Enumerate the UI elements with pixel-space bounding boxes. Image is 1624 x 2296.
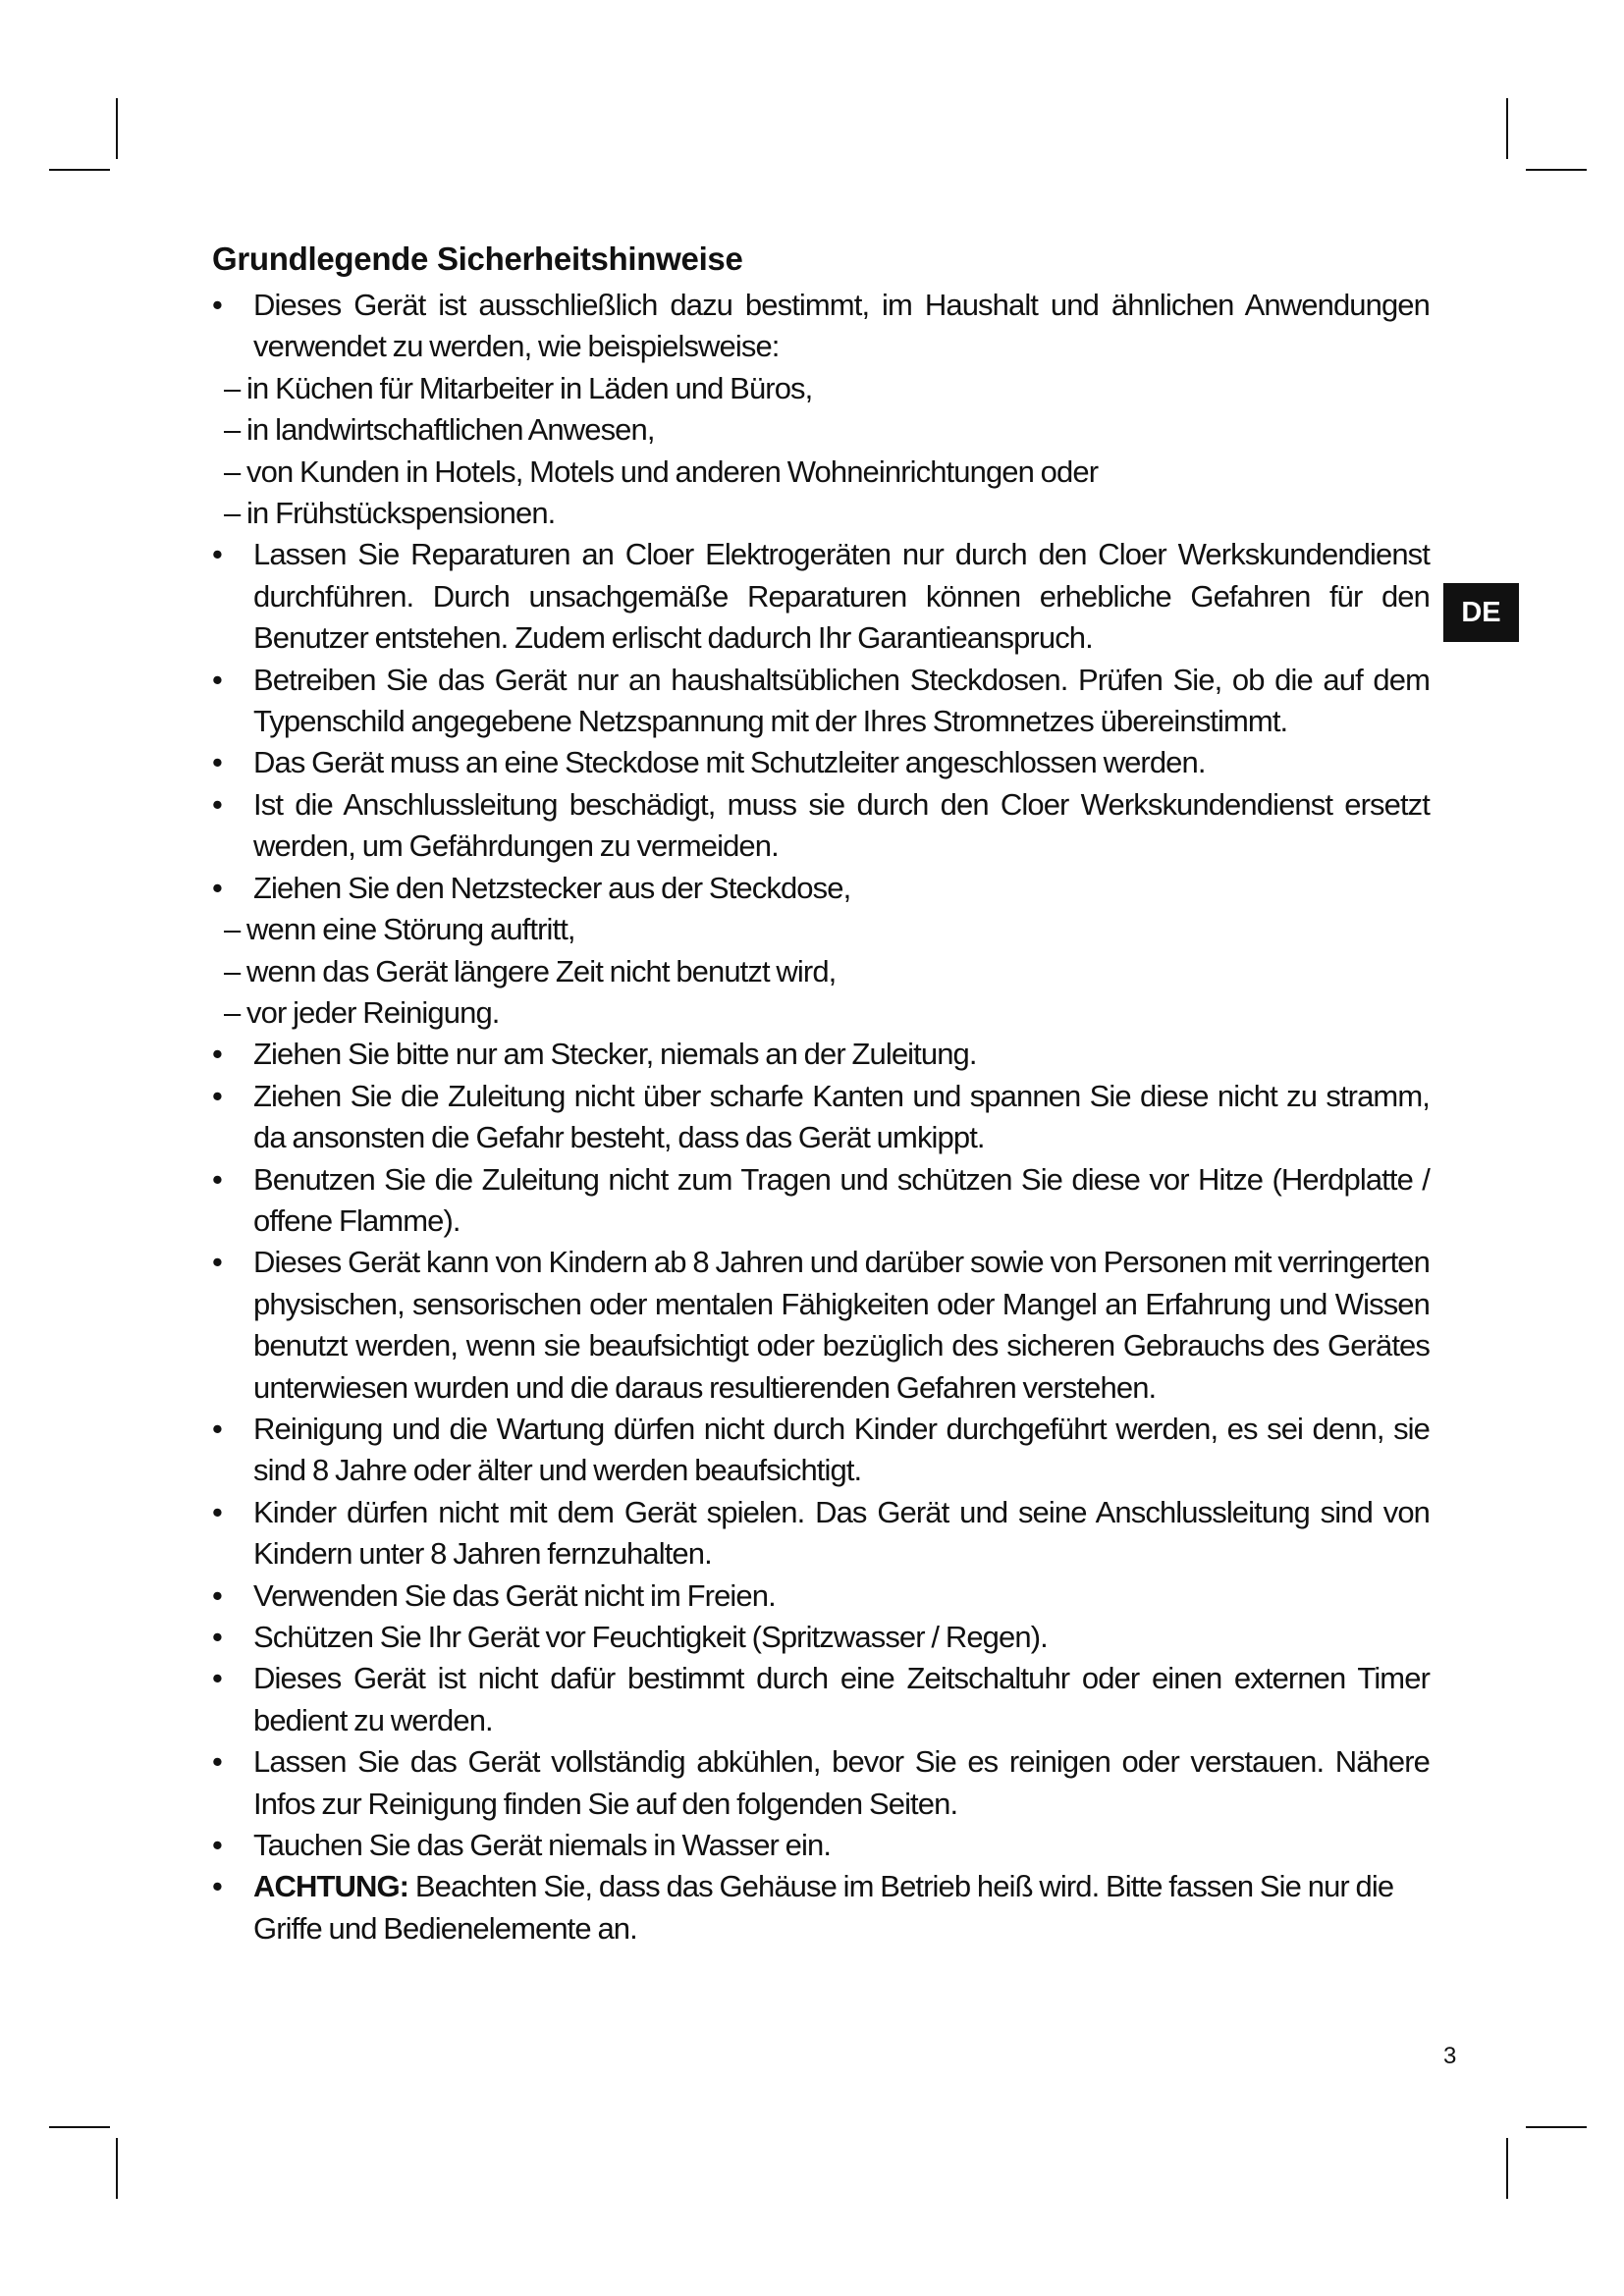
- bullet-item: • Schützen Sie Ihr Gerät vor Feuchtigkeit (Spritzwasser / Regen).: [212, 1617, 1430, 1658]
- crop-mark-bottom-left-horizontal: [49, 2126, 110, 2128]
- bullet-item: • Das Gerät muss an eine Steckdose mit Schutzleiter angeschlossen werden.: [212, 742, 1430, 783]
- safety-section: [212, 240, 1430, 1949]
- bullet-item: • Kinder dürfen nicht mit dem Gerät spielen. Das Gerät und seine Anschlussleitung sind von Kindern unter 8 Jahren fernzuhalten.: [212, 1492, 1430, 1575]
- crop-mark-bottom-right-vertical: [1506, 2138, 1508, 2199]
- bullet-item: • Reinigung und die Wartung dürfen nicht durch Kinder durchgeführt werden, es sei denn, sie sind 8 Jahre oder älter und werden beaufsichtigt.: [212, 1409, 1430, 1492]
- warning-text: Beachten Sie, dass das Gehäuse im Betrieb heiß wird. Bitte fassen Sie nur die Griffe und Bedienelemente an.: [253, 1869, 1394, 1946]
- crop-mark-top-right-vertical: [1506, 98, 1508, 159]
- safety-instructions-list: [212, 285, 1430, 1949]
- sub-item: – von Kunden in Hotels, Motels und anderen Wohneinrichtungen oder: [224, 454, 1099, 489]
- warning-label: ACHTUNG:: [253, 1869, 409, 1904]
- crop-mark-top-right-horizontal: [1526, 169, 1587, 171]
- bullet-item: • Tauchen Sie das Gerät niemals in Wasser ein.: [212, 1825, 1430, 1866]
- crop-mark-top-left-horizontal: [49, 169, 110, 171]
- sub-item: – vor jeder Reinigung.: [224, 994, 500, 1030]
- bullet-item: • Verwenden Sie das Gerät nicht im Freien.: [212, 1575, 1430, 1617]
- sub-item: – wenn eine Störung auftritt,: [224, 912, 575, 947]
- bullet-item: • Dieses Gerät ist ausschließlich dazu bestimmt, im Haushalt und ähnlichen Anwendungen verwendet zu werden, wie beispielsweise:: [212, 285, 1430, 368]
- bullet-item: • Ziehen Sie die Zuleitung nicht über scharfe Kanten und spannen Sie diese nicht zu stramm, da ansonsten die Gefahr besteht, dass das Gerät umkippt.: [212, 1076, 1430, 1159]
- warning-item: [212, 1866, 1430, 1949]
- bullet-item: • Dieses Gerät ist nicht dafür bestimmt durch eine Zeitschaltuhr oder einen externen Timer bedient zu werden.: [212, 1658, 1430, 1741]
- sub-item: – wenn das Gerät längere Zeit nicht benutzt wird,: [224, 953, 837, 988]
- sub-item: – in Frühstückspensionen.: [224, 496, 556, 531]
- bullet-item: • Ist die Anschlussleitung beschädigt, muss sie durch den Cloer Werkskundendienst ersetzt werden, um Gefährdungen zu vermeiden.: [212, 784, 1430, 868]
- section-heading: Grundlegende Sicherheitshinweise: [212, 240, 743, 277]
- bullet-item: • Dieses Gerät kann von Kindern ab 8 Jahren und darüber sowie von Personen mit verringerten physischen, sensorischen oder mentalen Fähigkeiten oder Mangel an Erfahrung und Wissen benutzt werden, wenn sie beaufsichtigt oder bezüglich des sicheren Gebrauchs des Gerätes unterwiesen wurden und die daraus resultierenden Gefahren verstehen.: [212, 1242, 1430, 1409]
- crop-mark-bottom-left-vertical: [116, 2138, 118, 2199]
- bullet-item: • Betreiben Sie das Gerät nur an haushaltsüblichen Steckdosen. Prüfen Sie, ob die auf dem Typenschild angegebene Netzspannung mit der Ihres Stromnetzes übereinstimmt.: [212, 660, 1430, 743]
- bullet-item: • Benutzen Sie die Zuleitung nicht zum Tragen und schützen Sie diese vor Hitze (Herdplatte / offene Flamme).: [212, 1159, 1430, 1243]
- bullet-item: • Ziehen Sie den Netzstecker aus der Steckdose,: [212, 868, 1430, 909]
- sub-item: – in landwirtschaftlichen Anwesen,: [224, 412, 655, 448]
- sub-item: – in Küchen für Mitarbeiter in Läden und Büros,: [224, 370, 813, 405]
- language-tab: DE: [1443, 583, 1519, 642]
- crop-mark-bottom-right-horizontal: [1526, 2126, 1587, 2128]
- bullet-item: • Lassen Sie Reparaturen an Cloer Elektrogeräten nur durch den Cloer Werkskundendienst durchführen. Durch unsachgemäße Reparaturen können erhebliche Gefahren für den Benutzer entstehen. Zudem erlischt dadurch Ihr Garantieanspruch.: [212, 534, 1430, 659]
- bullet-item: • Lassen Sie das Gerät vollständig abkühlen, bevor Sie es reinigen oder verstauen. Nähere Infos zur Reinigung finden Sie auf den folgenden Seiten.: [212, 1741, 1430, 1825]
- page-number: 3: [1443, 2043, 1457, 2069]
- bullet-item: • Ziehen Sie bitte nur am Stecker, niemals an der Zuleitung.: [212, 1034, 1430, 1075]
- crop-mark-top-left-vertical: [116, 98, 118, 159]
